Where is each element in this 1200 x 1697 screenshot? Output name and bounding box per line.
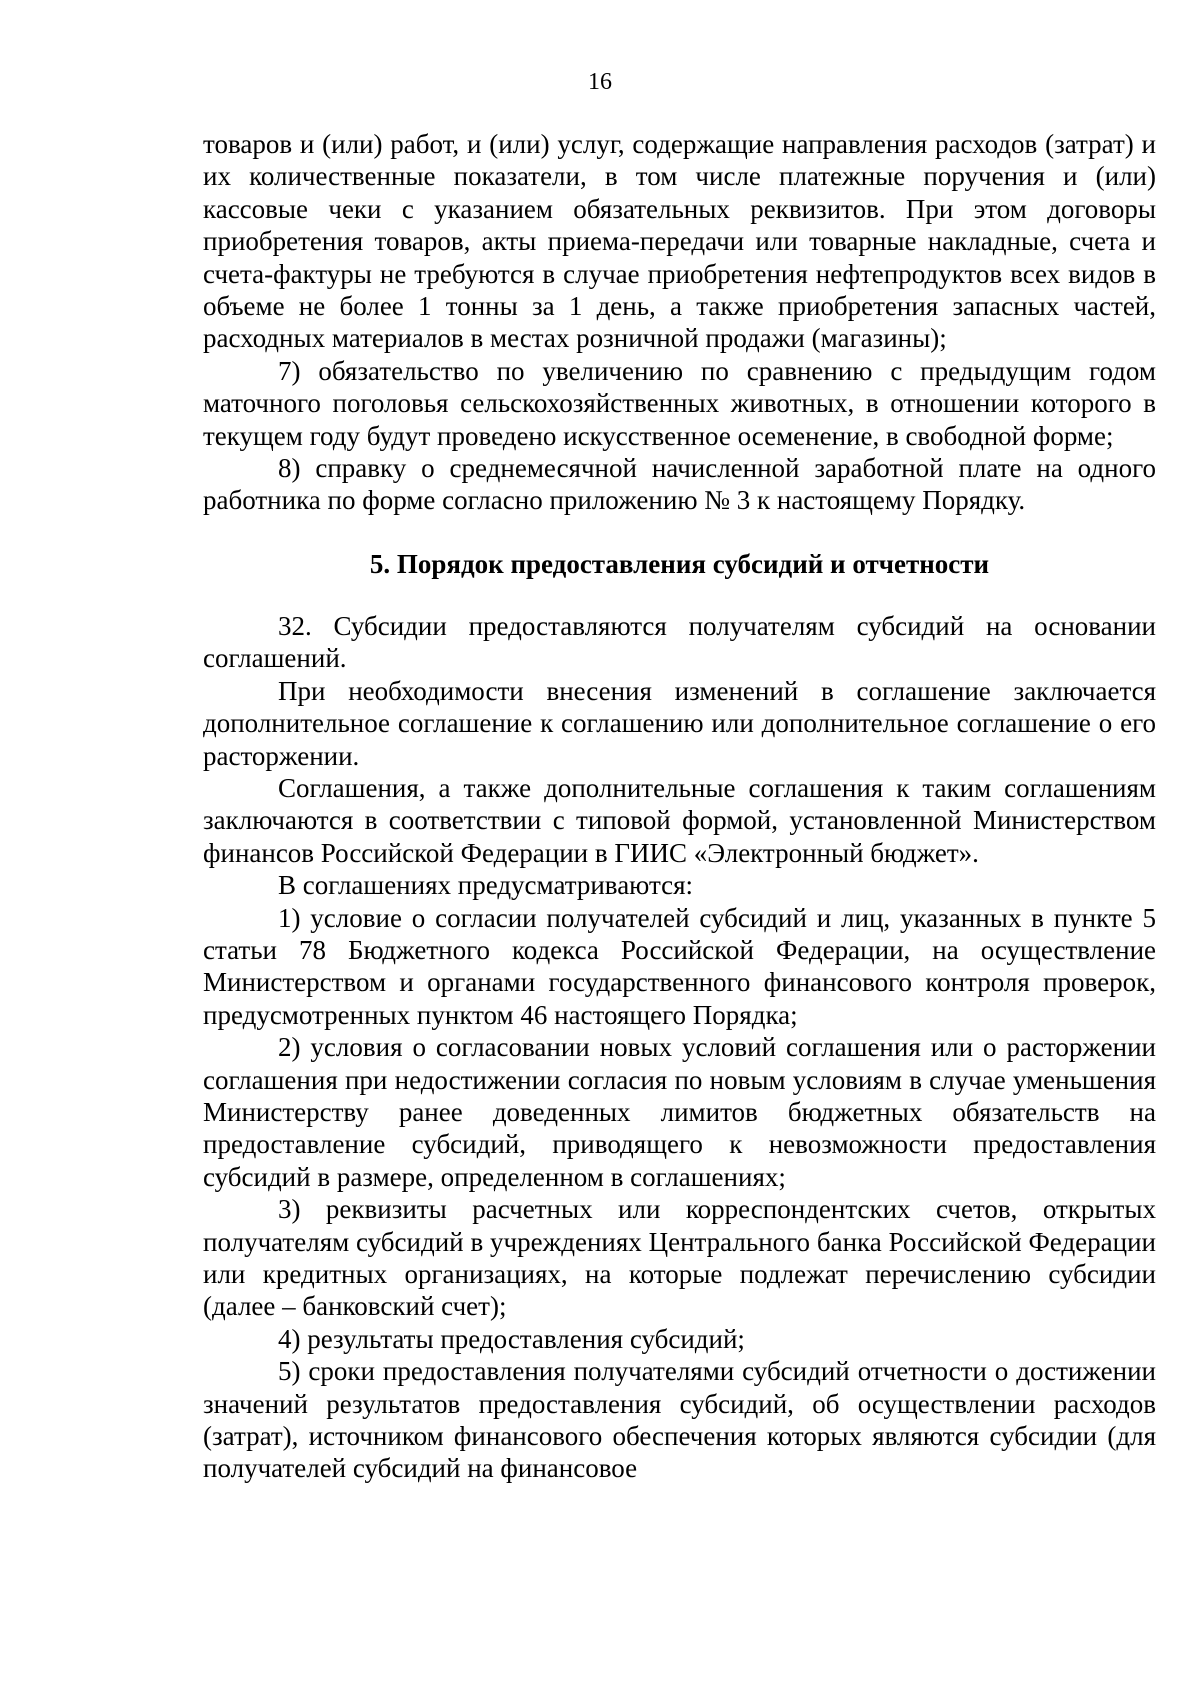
continued-paragraph: товаров и (или) работ, и (или) услуг, содержащие направления расходов (затрат) и их количественные показатели, в том числе платежные поручения и (или) кассовые чеки с указанием обязательных реквизитов. При этом договоры приобретения товаров, акты приема-передачи или товарные накладные, счета и счета-фактуры не требуются в случае приобретения нефтепродуктов всех видов в объеме не более 1 тонны за 1 день, а также приобретения запасных частей, расходных материалов в местах розничной продажи (магазины); xyxy=(203,129,1156,354)
paragraph-amendments: При необходимости внесения изменений в соглашение заключается дополнительное соглашение к соглашению или дополнительное соглашение о его расторжении. xyxy=(203,675,1156,771)
agreement-term-2: 2) условия о согласовании новых условий соглашения или о расторжении соглашения при недостижении согласия по новым условиям в случае уменьшения Министерству ранее доведенных лимитов бюджетных обязательств на предоставление субсидий, приводящего к невозможности предоставления субсидий в размере, определенном в соглашениях; xyxy=(203,1032,1156,1192)
list-item-8: 8) справку о среднемесячной начисленной заработной плате на одного работника по форме согласно приложению № 3 к настоящему Порядку. xyxy=(203,453,1156,516)
paragraph-standard-form: Соглашения, а также дополнительные соглашения к таким соглашениям заключаются в соответствии с типовой формой, установленной Министерством финансов Российской Федерации в ГИИС «Электронный бюджет». xyxy=(203,772,1156,868)
agreement-term-4: 4) результаты предоставления субсидий; xyxy=(278,1323,745,1354)
section-heading: 5. Порядок предоставления субсидий и отчетности xyxy=(369,548,990,579)
clause-32: 32. Субсидии предоставляются получателям субсидий на основании соглашений. xyxy=(203,610,1156,674)
page-number: 16 xyxy=(588,69,612,95)
list-item-7: 7) обязательство по увеличению по сравнению с предыдущим годом маточного поголовья сельскохозяйственных животных, в отношении которого в текущем году будут проведено искусственное осеменение, в свободной форме; xyxy=(203,355,1156,451)
document-body xyxy=(203,128,1156,1485)
agreement-term-1: 1) условие о согласии получателей субсидий и лиц, указанных в пункте 5 статьи 78 Бюджетного кодекса Российской Федерации, на осуществление Министерством и органами государственного финансового контроля проверок, предусмотренных пунктом 46 настоящего Порядка; xyxy=(203,902,1156,1030)
agreement-term-3: 3) реквизиты расчетных или корреспондентских счетов, открытых получателям субсидий в учреждениях Центрального банка Российской Федерации или кредитных организациях, на которые подлежат перечислению субсидии (далее – банковский счет); xyxy=(203,1194,1156,1322)
agreement-term-5: 5) сроки предоставления получателями субсидий отчетности о достижении значений результатов предоставления субсидий, об осуществлении расходов (затрат), источником финансового обеспечения которых являются субсидии (для получателей субсидий на финансовое xyxy=(203,1356,1156,1484)
paragraph-agreement-terms-intro: В соглашениях предусматриваются: xyxy=(278,870,694,901)
